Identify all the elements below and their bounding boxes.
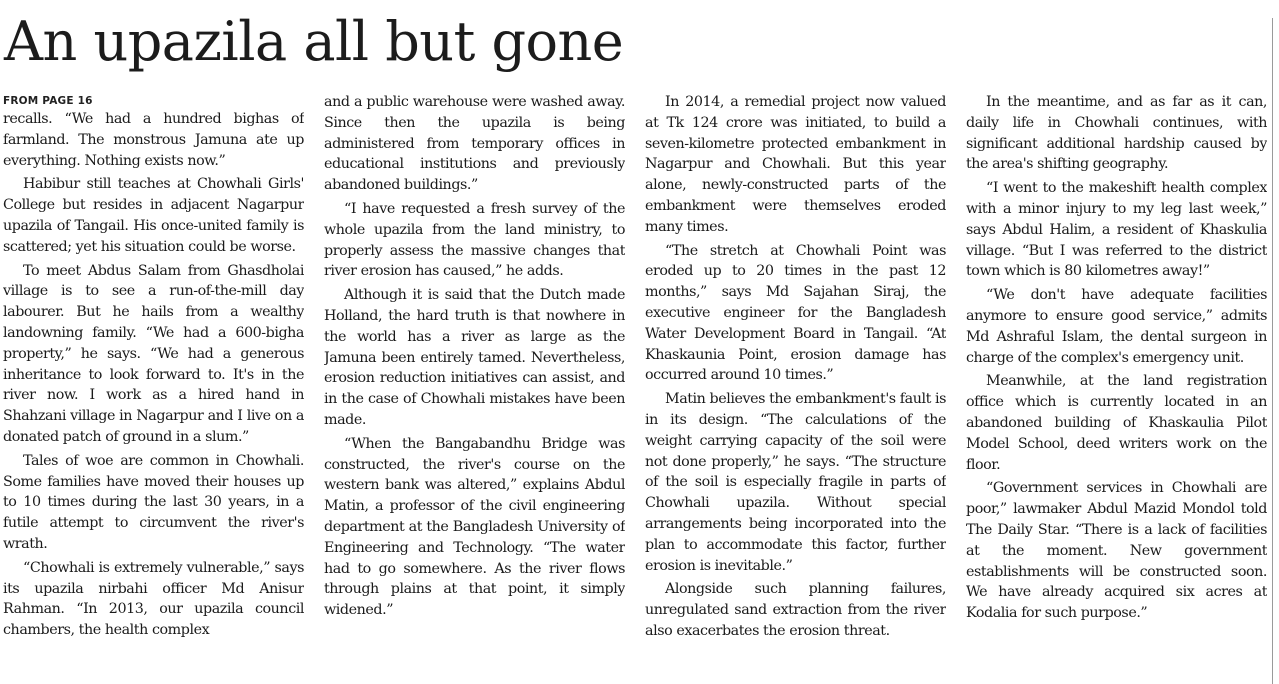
paragraph: Although it is said that the Dutch made Holland, the hard truth is that nowhere in the world has a river as large as the Jamuna been entirely tamed. Nevertheless, erosion reduction initiatives can assist, and in the case of Chowhali mistakes have been made.: [324, 287, 625, 428]
paragraph: To meet Abdus Salam from Ghasdholai village is to see a run-of-the-mill day labourer. But he hails from a wealthy landowning family. “We had a 600-bigha property,” he says. “We had a generous inheritance to look forward to. It's in the river now. I work as a hired hand in Shahzani village in Nagarpur and I live on a donated patch of ground in a slum.”: [3, 262, 304, 445]
paragraph: Tales of woe are common in Chowhali. Some families have moved their houses up to 10 times during the last 30 years, in a futile attempt to circumvent the river's wrath.: [3, 452, 304, 552]
article-body: [3, 92, 1268, 684]
paragraph: In 2014, a remedial project now valued at Tk 124 crore was initiated, to build a seven-kilometre protected embankment in Nagarpur and Chowhali. But this year alone, newly-constructed parts of the embankment were themselves eroded many times.: [645, 94, 946, 235]
article-column-1: [3, 92, 304, 684]
article-column-2: [324, 92, 625, 684]
paragraph: “Government services in Chowhali are poor,” lawmaker Abdul Mazid Mondol told The Daily Star. “There is a lack of facilities at the moment. New government establishments will be constructed soon. We have already acquired six acres at Kodalia for such purpose.”: [966, 480, 1267, 622]
article-headline: An upazila all but gone: [4, 10, 624, 73]
paragraph: “We don't have adequate facilities anymore to ensure good service,” admits Md Ashraful Islam, the dental surgeon in charge of the complex's emergency unit.: [966, 287, 1267, 366]
paragraph: “When the Bangabandhu Bridge was constructed, the river's course on the western bank was altered,” explains Abdul Matin, a professor of the civil engineering department at the Bangladesh University of Engineering and Technology. “The water had to go somewhere. As the river flows through plains at that point, it simply widened.”: [324, 435, 625, 619]
paragraph: Alongside such planning failures, unregulated sand extraction from the river also exacerbates the erosion threat.: [645, 581, 946, 639]
paragraph: “I have requested a fresh survey of the whole upazila from the land ministry, to properly assess the massive changes that river erosion has caused,” he adds.: [324, 200, 625, 280]
paragraph: Matin believes the embankment's fault is in its design. “The calculations of the weight carrying capacity of the soil were not done properly,” he says. “The structure of the soil is especially fragile in parts of Chowhali upazila. Without special arrangements being incorporated into the plan to accommodate this factor, further erosion is inevitable.”: [645, 391, 946, 574]
paragraph: recalls. “We had a hundred bighas of farmland. The monstrous Jamuna ate up everything. Nothing exists now.”: [3, 111, 304, 169]
article-column-3: [645, 92, 946, 684]
paragraph: In the meantime, and as far as it can, daily life in Chowhali continues, with significant additional hardship caused by the area's shifting geography.: [966, 94, 1267, 173]
paragraph: and a public warehouse were washed away. Since then the upazila is being administered from temporary offices in educational institutions and previously abandoned buildings.”: [324, 94, 625, 194]
continuation-kicker: FROM PAGE 16: [3, 95, 93, 107]
article-column-4: [966, 92, 1267, 684]
paragraph: Meanwhile, at the land registration office which is currently located in an abandoned building of Khaskaulia Pilot Model School, deed writers work on the floor.: [966, 373, 1267, 473]
paragraph: Habibur still teaches at Chowhali Girls' College but resides in adjacent Nagarpur upazila of Tangail. His once-united family is scattered; yet his situation could be worse.: [3, 176, 304, 255]
paragraph: “Chowhali is extremely vulnerable,” says its upazila nirbahi officer Md Anisur Rahman. “In 2013, our upazila council chambers, the health complex: [3, 559, 304, 639]
paragraph: “I went to the makeshift health complex with a minor injury to my leg last week,” says Abdul Halim, a resident of Khaskulia village. “But I was referred to the district town which is 80 kilometres away!”: [966, 180, 1267, 280]
paragraph: “The stretch at Chowhali Point was eroded up to 20 times in the past 12 months,” says Md Sajahan Siraj, the executive engineer for the Bangladesh Water Development Board in Tangail. “At Khaskaunia Point, erosion damage has occurred around 10 times.”: [645, 242, 946, 384]
column-rule: [1272, 18, 1273, 684]
